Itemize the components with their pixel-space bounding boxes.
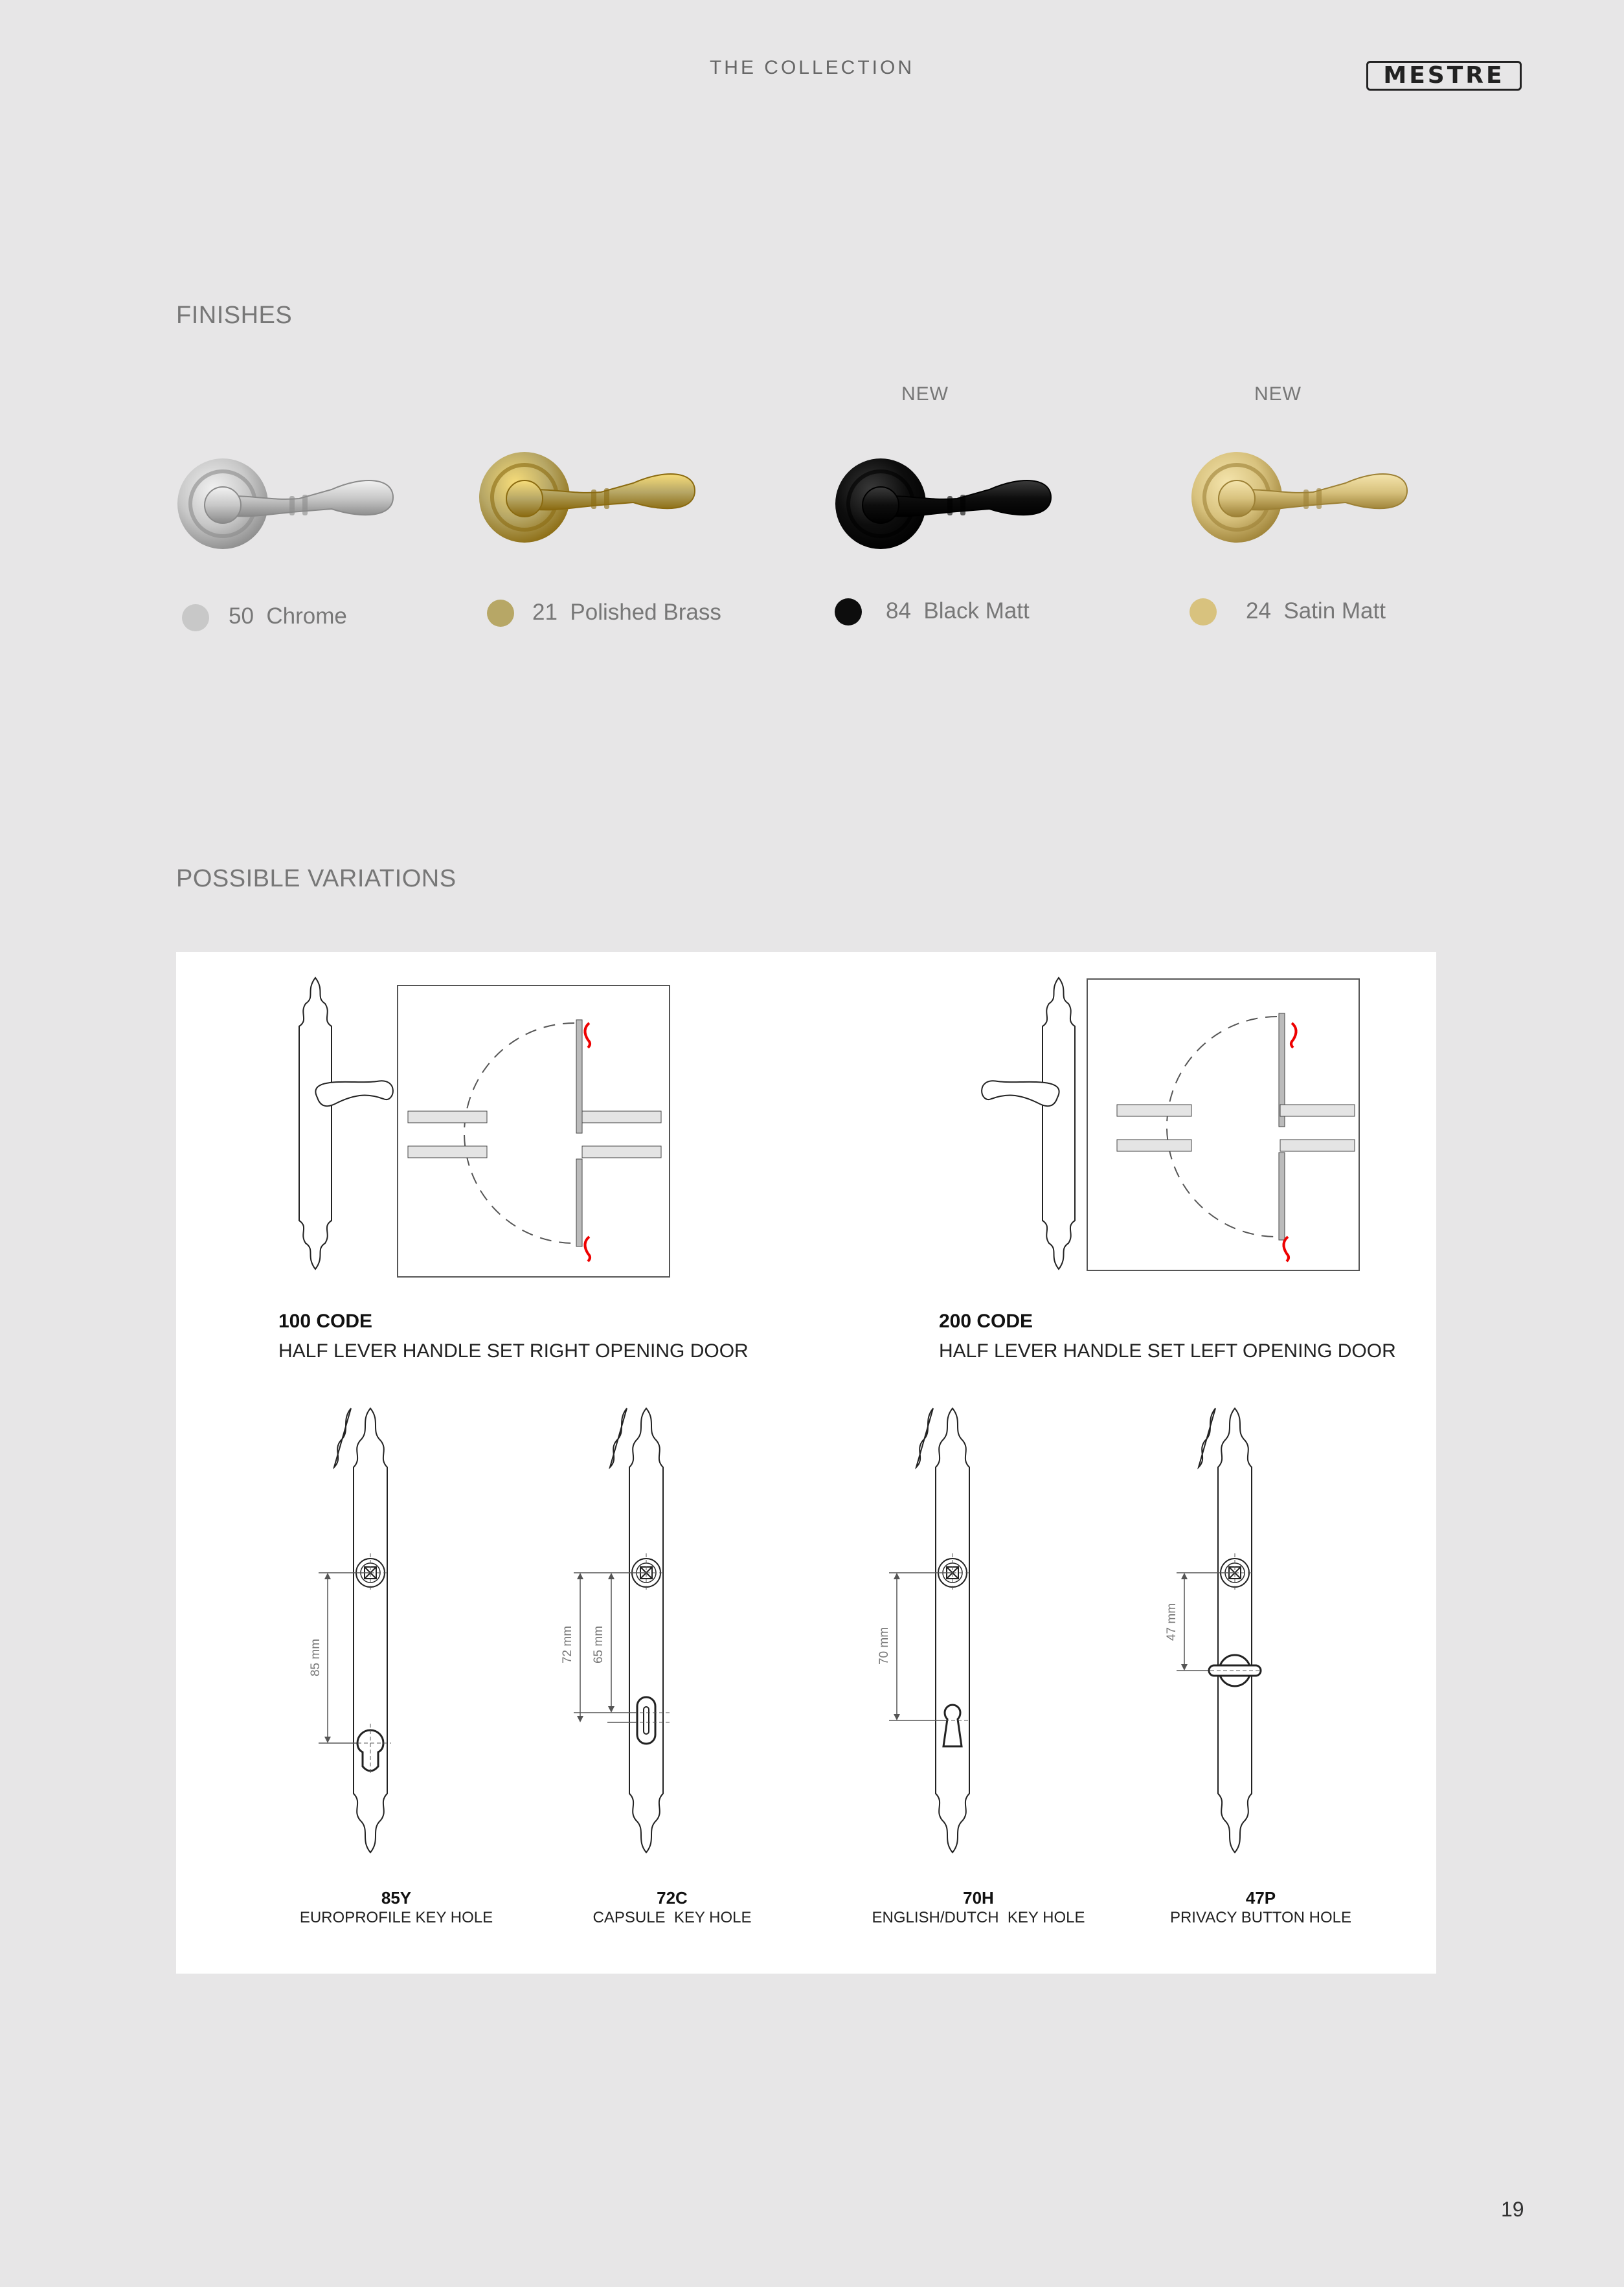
finish-satin-matt-swatch — [1190, 598, 1217, 625]
finish-satin-new-label: NEW — [1254, 383, 1302, 405]
plate-85y-drawing — [306, 1405, 435, 1865]
plate-70h-dimension: 70 mm — [877, 1627, 891, 1665]
finish-black-new-label: NEW — [901, 383, 949, 405]
plate-70h-drawing — [877, 1405, 1017, 1865]
door-swing-left-diagram — [1086, 978, 1366, 1276]
finish-black-matt-label: 84 Black Matt — [886, 598, 1030, 624]
plate-85y-dimension: 85 mm — [309, 1638, 322, 1677]
logo-text: MESTRE — [1383, 62, 1505, 89]
brand-logo — [1366, 61, 1522, 91]
finish-satin-matt-label: 24 Satin Matt — [1246, 598, 1386, 624]
set-200-code: 200 CODE — [939, 1311, 1033, 1332]
finish-satin-matt-image — [1184, 440, 1417, 557]
plate-47p-description: PRIVACY BUTTON HOLE — [1169, 1909, 1352, 1926]
plate-72c-drawing — [561, 1405, 711, 1865]
plate-72c-dimension-72: 72 mm — [561, 1625, 574, 1664]
plate-70h-code: 70H — [963, 1888, 994, 1908]
plate-72c-description: CAPSULE KEY HOLE — [592, 1909, 752, 1926]
finishes-title: FINISHES — [176, 302, 293, 329]
plate-47p-drawing — [1165, 1405, 1300, 1865]
finish-chrome-label: 50 Chrome — [229, 603, 347, 629]
finish-chrome-swatch — [182, 604, 209, 631]
plate-85y-description: EUROPROFILE KEY HOLE — [299, 1909, 493, 1926]
finish-black-matt-swatch — [835, 598, 862, 625]
set-200-description: HALF LEVER HANDLE SET LEFT OPENING DOOR — [939, 1340, 1396, 1362]
finish-chrome-image — [170, 447, 403, 563]
plate-47p-code: 47P — [1245, 1888, 1276, 1908]
variations-panel — [176, 952, 1436, 1974]
plate-72c-dimension-65: 65 mm — [592, 1625, 605, 1664]
finish-polished-brass-swatch — [487, 600, 514, 627]
plate-47p-dimension: 47 mm — [1165, 1603, 1179, 1641]
page-number: 19 — [1501, 2198, 1524, 2221]
set-100-description: HALF LEVER HANDLE SET RIGHT OPENING DOOR — [278, 1340, 749, 1362]
door-swing-right-diagram — [396, 984, 676, 1282]
plate-72c-code: 72C — [657, 1888, 688, 1908]
finish-black-matt-image — [828, 447, 1061, 563]
variations-title: POSSIBLE VARIATIONS — [176, 865, 457, 892]
plate-85y-code: 85Y — [381, 1888, 412, 1908]
set-100-code: 100 CODE — [278, 1311, 373, 1332]
finish-polished-brass-label: 21 Polished Brass — [532, 600, 721, 625]
finish-polished-brass-image — [471, 440, 705, 557]
header-title: THE COLLECTION — [709, 57, 915, 78]
plate-70h-description: ENGLISH/DUTCH KEY HOLE — [872, 1909, 1085, 1926]
